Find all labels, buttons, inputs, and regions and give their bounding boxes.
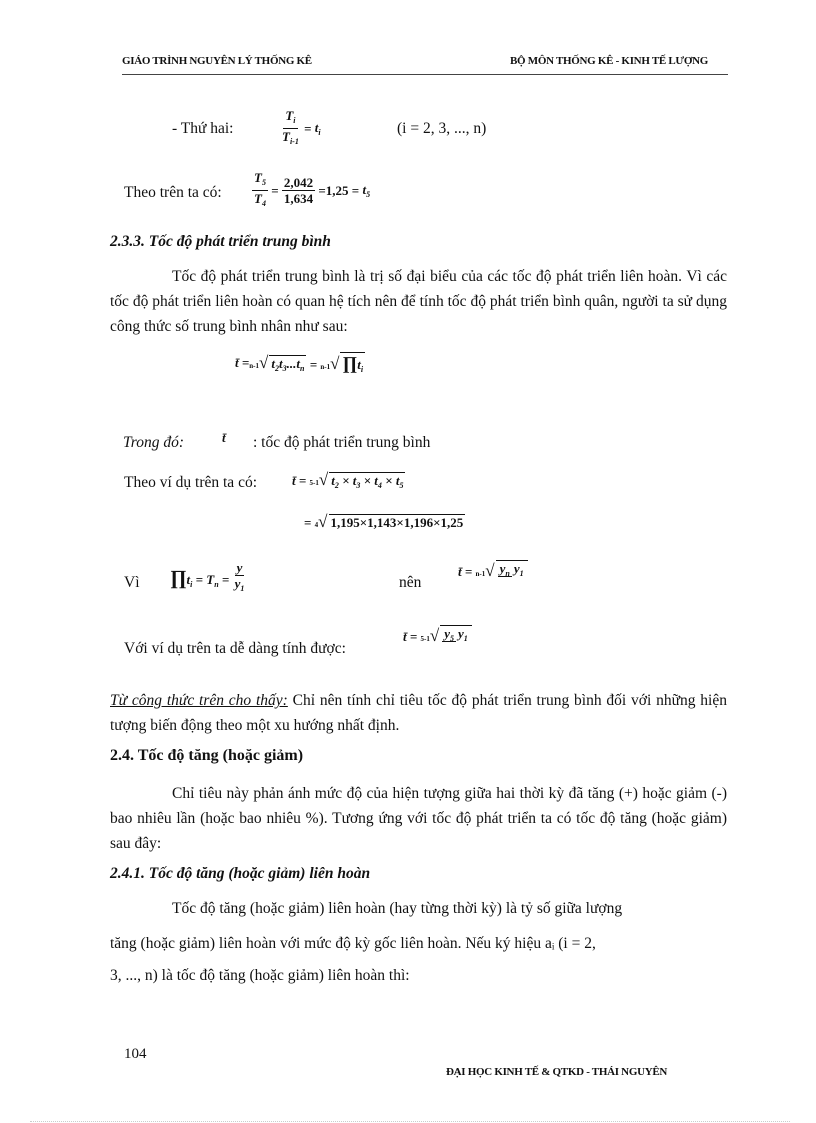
formula-t5-t4: $\frac{T_5}{T_4}$ = $\frac{2,042}{1,634}$ = 1,25 = $t_5$ <box>254 170 371 208</box>
paragraph-average-growth <box>110 264 727 339</box>
formula-ti-ratio: $\frac{T_i}{T_{i-1}}$ = $t_i$ <box>282 108 321 146</box>
para3-line3: 3, ..., n) là tốc độ tăng (hoặc giảm) liên hoàn thì: <box>110 967 410 984</box>
paragraph-growth-rate <box>110 781 727 856</box>
voi-vi-du-label: Với ví dụ trên ta dễ dàng tính được: <box>124 640 346 657</box>
conclusion-label: Từ công thức trên cho thấy: <box>110 692 288 709</box>
frac-denominator: 1,634 <box>283 191 314 206</box>
section-2-4-1-heading: 2.4.1. Tốc độ tăng (hoặc giảm) liên hoàn <box>110 865 371 882</box>
para3-line1: Tốc độ tăng (hoặc giảm) liên hoàn (hay từng thời kỳ) là tỷ số giữa lượng <box>172 900 623 917</box>
frac-numerator: 2,042 <box>283 175 314 190</box>
page-number: 104 <box>124 1046 147 1062</box>
frac-result: 1,25 <box>325 182 349 198</box>
theo-tren-label: Theo trên ta có: <box>124 184 222 201</box>
paragraph-conclusion <box>110 688 727 738</box>
footer-right: ĐẠI HỌC KINH TẾ & QTKD - THÁI NGUYÊN <box>446 1066 668 1078</box>
header-right: BỘ MÔN THỐNG KÊ - KINH TẾ LƯỢNG <box>510 55 708 67</box>
trong-do-text: : tốc độ phát triển trung bình <box>253 434 431 451</box>
header-rule <box>122 74 728 75</box>
section-2-4-heading: 2.4. Tốc độ tăng (hoặc giảm) <box>110 747 304 764</box>
paragraph-growth-rate-text: Chỉ tiêu này phản ánh mức độ của hiện tượng giữa hai thời kỳ đã tăng (+) hoặc giảm (-) bao nhiêu lần (hoặc bao nhiêu %). Tương ứng với tốc độ phát triển ta có tốc độ tăng (hoặc giảm) sau đây: <box>110 785 727 852</box>
formula-t-bar-y5: t̄ = 5-1√ $y_5$ $y_1$ <box>403 625 472 646</box>
formula-example-root: t̄ = 5-1√ $t_2 \times t_3 \times t_4 \times t_5$ <box>292 470 404 490</box>
paragraph-average-growth-text: Tốc độ phát triển trung bình là trị số đại biểu của các tốc độ phát triển liên hoàn. Vì các tốc độ phát triển liên hoàn có quan hệ tích nên để tính tốc độ phát triển bình quân, người ta sử dụng công thức số trung bình nhân như sau: <box>110 268 727 335</box>
formula-t-bar-ratio: t̄ = n-1√ $y_n$ $y_1$ <box>458 560 528 581</box>
formula-product-ti: $\prod t_i = T_n$ = $\frac{y}{y_1}$ <box>170 560 245 593</box>
para3-line2: tăng (hoặc giảm) liên hoàn với mức độ kỳ gốc liên hoàn. Nếu ký hiệu aᵢ (i = 2, <box>110 935 596 952</box>
bottom-dotted-border <box>30 1121 790 1122</box>
vi-label: Vì <box>124 574 140 591</box>
nen-label: nên <box>399 574 422 591</box>
section-2-3-3-heading: 2.3.3. Tốc độ phát triển trung bình <box>110 233 331 250</box>
conclusion-text: Chỉ nên tính chỉ tiêu tốc độ phát triển trung bình đối với những hiện tượng biến động theo một xu hướng nhất định. <box>110 692 727 734</box>
t-bar-symbol: t̄ <box>222 430 226 445</box>
theo-vi-du-label: Theo ví dụ trên ta có: <box>124 474 257 491</box>
numeric-root-values: 1,195×1,143×1,196×1,25 <box>330 514 464 530</box>
thu-hai-range: (i = 2, 3, ..., n) <box>397 120 487 137</box>
formula-geometric-mean: t̄ = n-1√ $t_2t_3...t_n$ = n-1√ $\prod t_i$ <box>235 353 364 374</box>
trong-do-label: Trong đó: <box>123 434 185 451</box>
formula-numeric-root: = 4√ 1,195×1,143×1,196×1,25 <box>304 512 464 531</box>
thu-hai-label: - Thứ hai: <box>172 120 234 137</box>
header-left: GIÁO TRÌNH NGUYÊN LÝ THỐNG KÊ <box>122 55 312 67</box>
